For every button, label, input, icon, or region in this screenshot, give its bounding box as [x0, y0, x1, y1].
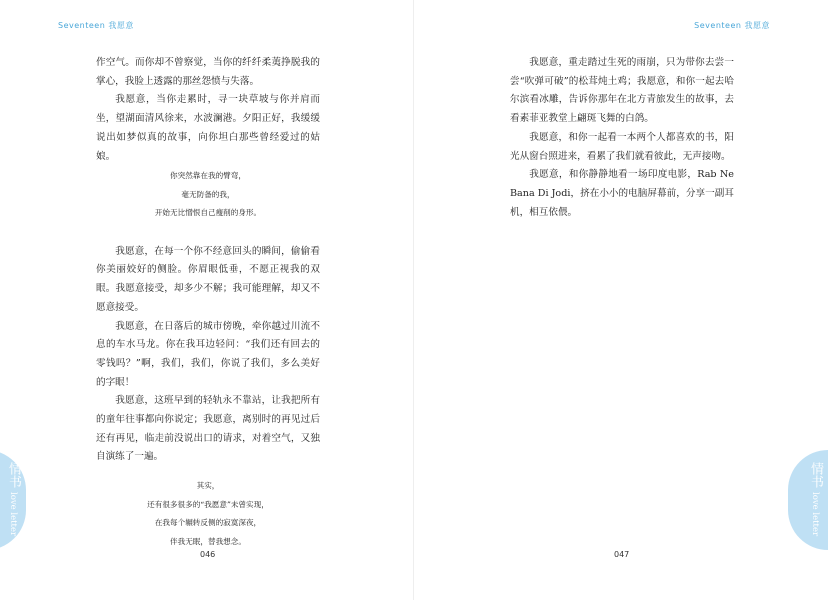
- paragraph: 我愿意，重走踏过生死的雨崩，只为带你去尝一尝“吹弹可破”的松茸炖土鸡；我愿意，和你一起去哈尔滨看冰雕，告诉你那年在北方青旅发生的故事，去看素菲亚教堂上翩斑飞舞的白鸽。: [510, 57, 734, 125]
- poem-stanza: [96, 167, 320, 223]
- section-tab-title: 情书: [808, 462, 823, 488]
- section-tab-title: 情书: [6, 462, 21, 488]
- right-body-text: [510, 54, 734, 222]
- running-head-left: Seventeen 我愿意: [58, 21, 134, 30]
- section-tab-subtitle: love letter: [810, 492, 820, 537]
- poem-line: 在我每个辗转反侧的寂寞深夜，: [154, 518, 262, 528]
- running-head-right: Seventeen 我愿意: [694, 21, 770, 30]
- page-number: 047: [614, 550, 630, 559]
- paragraph: 我愿意，这班早到的轻轨永不靠站，让我把所有的童年往事都向你说定；我愿意，离别时的再见过后还有再见，临走前没说出口的请求，对着空气，又独自演练了一遍。: [96, 395, 320, 463]
- left-body-text: [96, 54, 320, 551]
- poem-line: 你突然靠在我的臂弯，: [170, 171, 246, 181]
- poem-line: 还有很多很多的“我愿意”未曾实现，: [147, 499, 269, 509]
- poem-line: 开始无比憎恨自己瘦削的身形。: [154, 208, 262, 218]
- poem-line: 其实，: [196, 481, 220, 491]
- paragraph: 我愿意，在每一个你不经意回头的瞬间，偷偷看你美丽姣好的侧脸。你眉眼低垂，不愿正视我的双眼。我愿意接受，却多少不解；我可能理解，却又不愿意接受。: [96, 245, 320, 313]
- section-tab-subtitle: love letter: [8, 492, 18, 537]
- page-number: 046: [200, 550, 216, 559]
- poem-stanza: [96, 477, 320, 551]
- right-page: [414, 0, 828, 600]
- poem-line: 伴我无眠，替我想念。: [170, 536, 246, 546]
- paragraph: 我愿意，和你一起看一本两个人都喜欢的书，阳光从窗台照进来，看累了我们就看彼此，无声接吻。: [510, 131, 734, 162]
- paragraph: 我愿意，在日落后的城市傍晚，牵你越过川流不息的车水马龙。你在我耳边轻问：“我们还有回去的零钱吗？”啊，我们，我们，你说了我们，多么美好的字眼！: [96, 320, 320, 388]
- paragraph: 我愿意，和你静静地看一场印度电影，Rab Ne Bana Di Jodi，挤在小小的电脑屏幕前，分享一副耳机，相互依偎。: [510, 169, 734, 218]
- paragraph: 作空气。而你却不曾察觉，当你的纤纤柔荑挣脱我的掌心，我脸上透露的那丝怨愤与失落。: [96, 57, 320, 87]
- poem-line: 毫无防备的我，: [181, 189, 235, 199]
- paragraph: 我愿意，当你走累时，寻一块草坡与你并肩而坐，望湖面清风徐来，水波澜港。夕阳正好，我缓缓说出如梦似真的故事，向你坦白那些曾经爱过的姑娘。: [96, 94, 320, 162]
